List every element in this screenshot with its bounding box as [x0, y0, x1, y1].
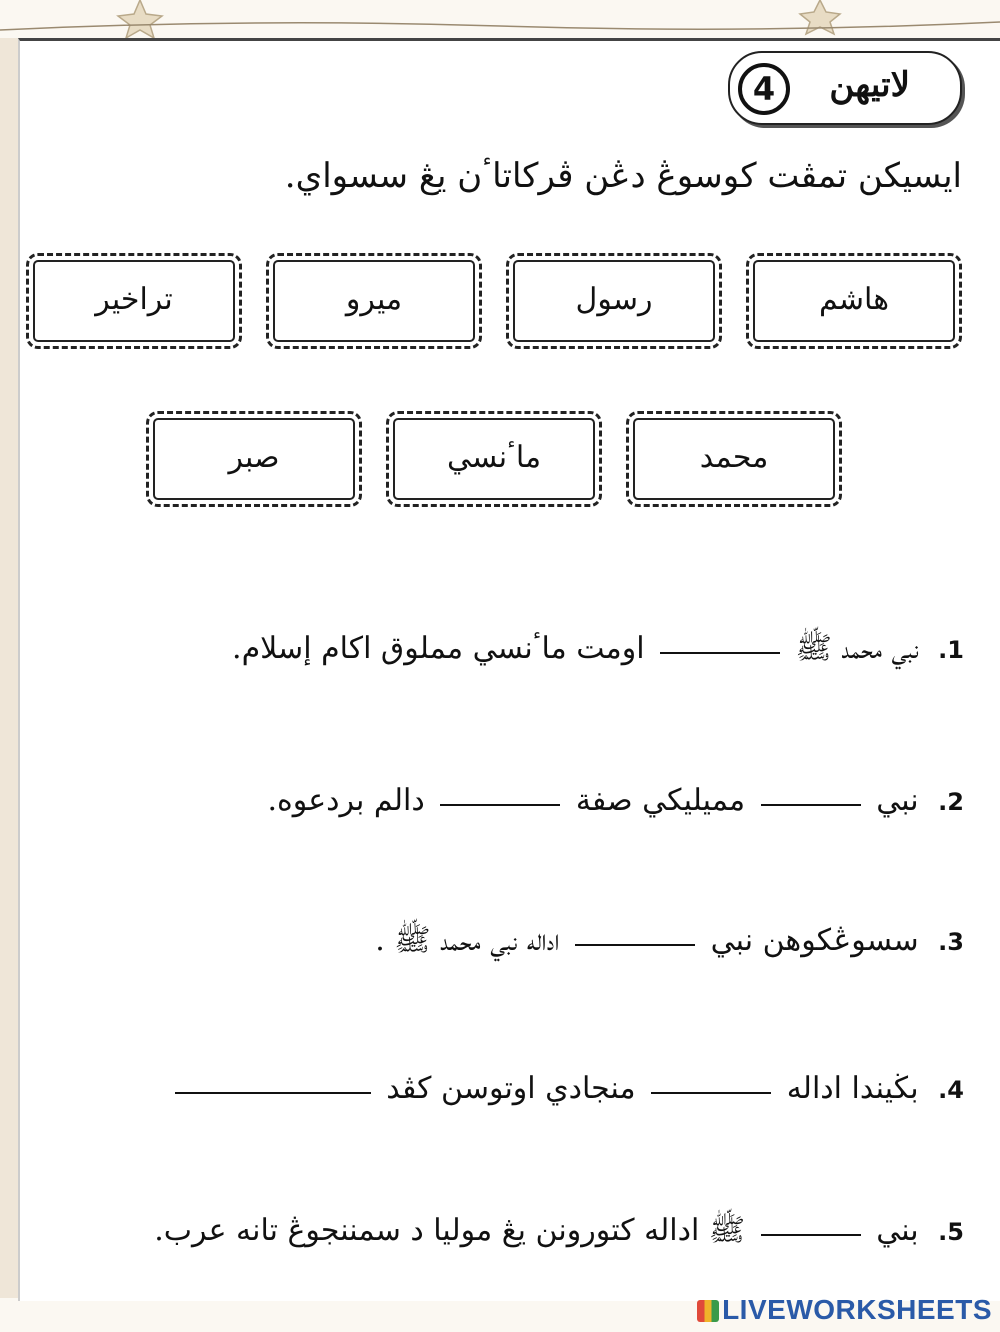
- word-box-label: هاشم: [818, 282, 890, 317]
- question-text-part: اومت ماٴنسي مملوق اكام إسلام.: [232, 631, 645, 666]
- question-number: 3.: [938, 928, 964, 956]
- question-text-part: نبي: [876, 783, 919, 818]
- question-1: [4, 627, 964, 672]
- word-box-label: صبر: [228, 440, 280, 475]
- answer-blank-4a[interactable]: [651, 1086, 771, 1094]
- word-box-mirip[interactable]: [266, 253, 482, 349]
- question-text-part: بني: [876, 1213, 919, 1248]
- top-decoration: [0, 0, 1000, 40]
- liveworksheets-brand-text: LIVEWORKSHEETS: [722, 1294, 992, 1325]
- word-box-rasul[interactable]: [506, 253, 722, 349]
- answer-blank-2b[interactable]: [440, 798, 560, 806]
- word-box-label: ميرو: [345, 282, 403, 317]
- lesson-label: لاتيهن: [829, 65, 910, 105]
- answer-blank-2a[interactable]: [761, 798, 861, 806]
- question-4: [4, 1067, 964, 1112]
- answer-blank-4b[interactable]: [175, 1086, 371, 1094]
- question-text-part: مميليكي صفة: [575, 783, 746, 818]
- instruction-text: ايسيكن تمڤت كوسوڠ دڠن ڤركاتاٴن يڠ سسواي.: [284, 156, 962, 196]
- word-box-label: تراخير: [95, 282, 173, 317]
- question-2: [4, 779, 964, 824]
- question-text-part: منجادي اوتوسن كڤد: [386, 1071, 636, 1106]
- question-text-part: نبي محمد ﷺ: [795, 631, 919, 666]
- question-text-part: ﷺ اداله كتورونن يڠ موليا د سمننجوڠ تانه عرب.: [154, 1213, 746, 1248]
- word-box-terakhir[interactable]: [26, 253, 242, 349]
- question-text-part: اداله نبي محمد ﷺ .: [375, 923, 560, 958]
- word-box-sabar[interactable]: [146, 411, 362, 507]
- lesson-number: 4: [738, 63, 790, 115]
- question-number: 5.: [938, 1218, 964, 1246]
- liveworksheets-logo-icon: [697, 1300, 719, 1322]
- answer-blank-1[interactable]: [660, 646, 780, 654]
- question-text-part: دالم بردعوه.: [267, 783, 425, 818]
- word-box-hashim[interactable]: [746, 253, 962, 349]
- question-3: [4, 919, 964, 964]
- word-box-muhammad[interactable]: [626, 411, 842, 507]
- question-number: 4.: [938, 1076, 964, 1104]
- word-box-manusia[interactable]: [386, 411, 602, 507]
- word-box-label: ماٴنسي: [446, 440, 542, 475]
- word-box-label: محمد: [699, 440, 769, 475]
- answer-blank-3[interactable]: [575, 938, 695, 946]
- question-number: 2.: [938, 788, 964, 816]
- liveworksheets-logo[interactable]: [697, 1294, 992, 1326]
- question-5: [4, 1209, 964, 1254]
- word-box-label: رسول: [575, 282, 653, 317]
- star-decoration-left: [118, 0, 162, 38]
- lesson-badge: [728, 51, 962, 125]
- worksheet-page: [18, 38, 1000, 1301]
- answer-blank-5[interactable]: [761, 1228, 861, 1236]
- question-number: 1.: [938, 636, 964, 664]
- question-text-part: بڬيندا اداله: [786, 1071, 919, 1106]
- question-text-part: سسوڠكوهن نبي: [710, 923, 919, 958]
